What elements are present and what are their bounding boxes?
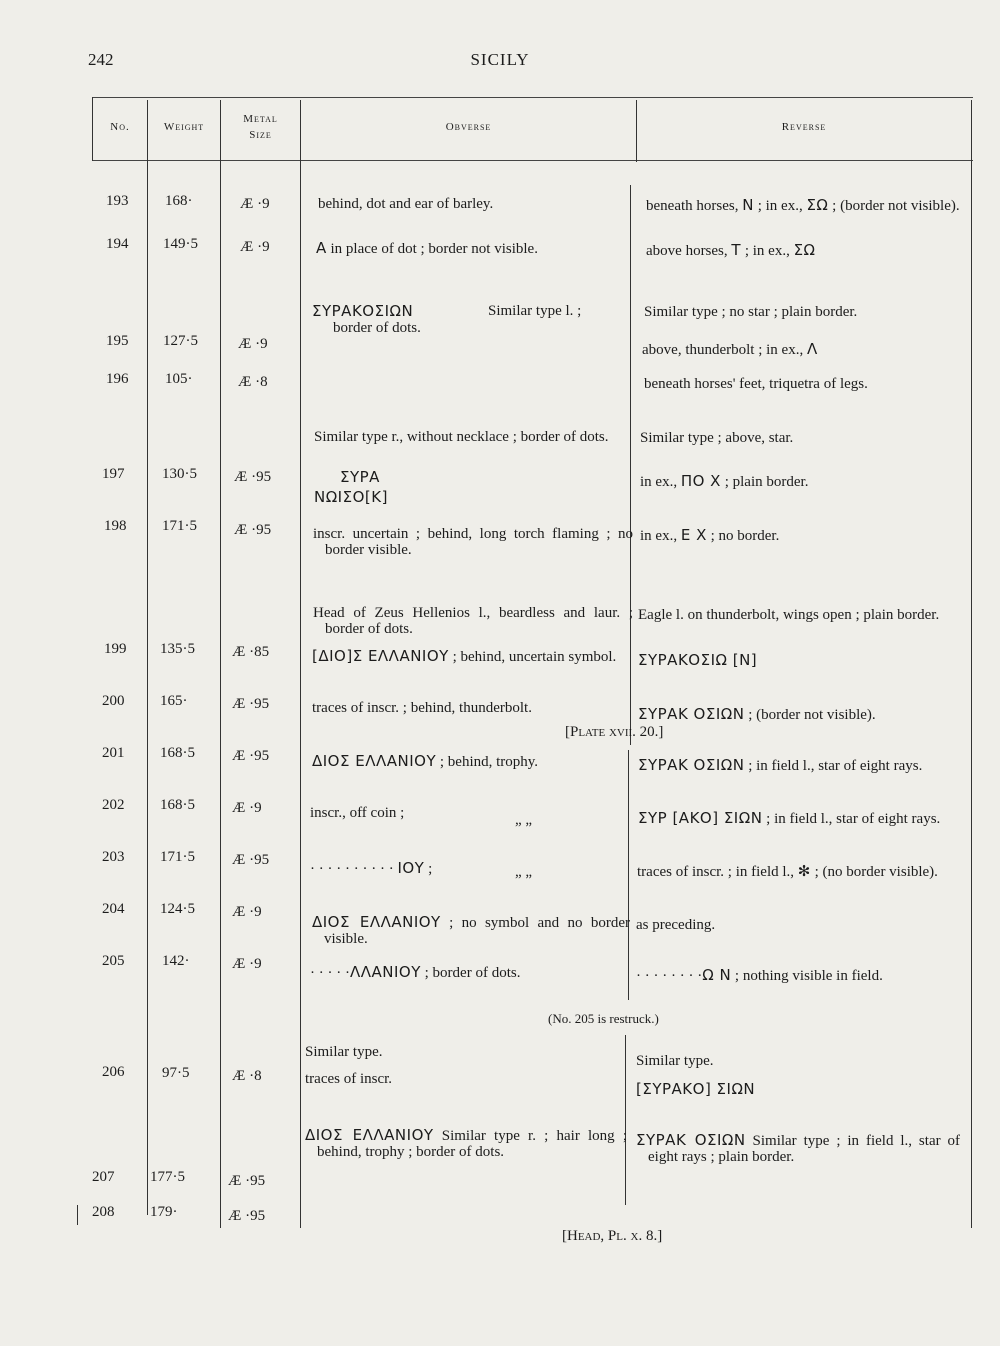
obverse-203-text: ; [424, 861, 433, 877]
row-weight: 149·5 [163, 236, 198, 252]
obverse-194-legend: Α [316, 239, 327, 257]
obverse-193: behind, dot and ear of barley. [318, 196, 494, 212]
row-metal: Æ ·95 [234, 522, 272, 538]
row-no: 193 [106, 193, 129, 209]
obverse-200: traces of inscr. ; behind, thunderbolt. [312, 700, 532, 716]
reverse-206-type: Similar type. [636, 1053, 714, 1069]
row-no: 206 [102, 1064, 125, 1080]
obverse-199-text: ; behind, uncertain symbol. [448, 649, 617, 665]
obverse-205-text: ; border of dots. [420, 965, 521, 981]
reverse-197-type: Similar type ; above, star. [640, 430, 794, 446]
col-rule-1 [147, 100, 148, 1215]
row-weight: 168·5 [160, 745, 195, 761]
obverse-201-greek: ΔΙΟΣ ΕΛΛΑΝΙΟΥ [312, 752, 437, 770]
obverse-201 [312, 753, 538, 770]
row-weight: 171·5 [162, 518, 197, 534]
row-weight: 127·5 [163, 333, 198, 349]
table-right-rule [971, 100, 972, 1228]
head-reference: [Head, Pl. x. 8.] [562, 1228, 663, 1244]
reverse-200-text: ; (border not visible). [744, 707, 876, 723]
row-no: 208 [92, 1204, 115, 1220]
row-no: 200 [102, 693, 125, 709]
row-weight: 124·5 [160, 901, 195, 917]
reverse-195 [642, 341, 818, 358]
row-no: 204 [102, 901, 125, 917]
row-metal: Æ ·9 [238, 336, 268, 352]
obverse-194-text: in place of dot ; border not visible. [326, 241, 538, 257]
obverse-204 [312, 914, 630, 947]
reverse-193-b: ; in ex., [753, 198, 807, 214]
row-weight: 168·5 [160, 797, 195, 813]
reverse-194-b: ; in ex., [741, 243, 794, 259]
reverse-195-type: Similar type ; no star ; plain border. [644, 304, 858, 320]
obverse-195-legend [312, 303, 413, 320]
col-rule-4c [625, 1035, 626, 1205]
row-weight: 177·5 [150, 1169, 185, 1185]
col-head-no: No. [110, 121, 130, 133]
reverse-206-greek: [ΣΥΡΑΚΟ] ΣΙΩΝ [636, 1080, 756, 1098]
row-no: 201 [102, 745, 125, 761]
plate-reference: [Plate xvii. 20.] [565, 724, 664, 740]
row-metal: Æ ·95 [234, 469, 272, 485]
reverse-200 [638, 706, 876, 723]
obverse-205-greek: ΛΛΑΝΙΟΥ [349, 963, 421, 981]
reverse-202 [638, 810, 962, 827]
obverse-206-type: Similar type. [305, 1044, 383, 1060]
obverse-203 [310, 860, 432, 877]
obverse-204-text: ; no symbol and no border visible. [324, 915, 630, 947]
reverse-198-a: in ex., [640, 528, 681, 544]
obverse-197-greek1: ΣΥΡΑ [340, 468, 380, 486]
row-no: 207 [92, 1169, 115, 1185]
obverse-199-greek: [ΔΙΟ]Σ ΕΛΛΑΝΙΟΥ [312, 647, 449, 665]
row-no: 196 [106, 371, 129, 387]
reverse-196: beneath horses' feet, triquetra of legs. [644, 376, 868, 392]
reverse-205 [636, 967, 960, 984]
reverse-194-a: above horses, [646, 243, 732, 259]
reverse-202-greek: ΣΥΡ [ΑΚΟ] ΣΙΩΝ [638, 809, 763, 827]
reverse-193-greek2: ΣΩ [806, 196, 829, 214]
obverse-203-dots: · · · · · · · · · · [310, 861, 394, 877]
row-no: 195 [106, 333, 129, 349]
reverse-199-type: Eagle l. on thunderbolt, wings open ; plain border. [638, 607, 940, 623]
obverse-205-dots: · · · · · [310, 965, 350, 981]
reverse-205-text: ; nothing visible in field. [731, 968, 883, 984]
reverse-205-dots: · · · · · · · · [636, 968, 703, 984]
reverse-202-text: ; in field l., star of eight rays. [762, 811, 941, 827]
reverse-201-text: ; in field l., star of eight rays. [744, 758, 923, 774]
row-no: 197 [102, 466, 125, 482]
reverse-195-greek: Ʌ [806, 340, 818, 358]
obverse-197-legend2 [314, 489, 388, 506]
row-metal: Æ ·9 [232, 904, 262, 920]
reverse-193-c: ; (border not visible). [828, 198, 960, 214]
obverse-204-greek: ΔΙΟΣ ΕΛΛΑΝΙΟΥ [312, 913, 441, 931]
row-metal: Æ ·95 [232, 696, 270, 712]
reverse-197-b: ; plain border. [720, 474, 809, 490]
obverse-195-border: border of dots. [333, 320, 421, 336]
table-top-rule [92, 97, 973, 98]
reverse-201-greek: ΣΥΡΑΚ ΟΣΙΩΝ [638, 756, 745, 774]
reverse-197 [640, 473, 808, 490]
page-number: 242 [88, 50, 114, 69]
col-head-metal: Metal [243, 113, 278, 125]
reverse-206-legend [636, 1081, 755, 1098]
reverse-198-b: ; no border. [706, 528, 780, 544]
reverse-193-a: beneath horses, [646, 198, 743, 214]
obverse-199-type: Head of Zeus Hellenios l., beardless and laur. ; border of dots. [313, 605, 633, 637]
reverse-200-greek: ΣΥΡΑΚ ΟΣΙΩΝ [638, 705, 745, 723]
reverse-194 [646, 242, 816, 259]
reverse-193 [646, 197, 970, 214]
row-metal: Æ ·95 [232, 748, 270, 764]
row-weight: 179· [150, 1204, 178, 1220]
obverse-197-type: Similar type r., without necklace ; border of dots. [314, 429, 609, 445]
row-metal: Æ ·9 [240, 196, 270, 212]
obverse-207-text: Similar type r. ; hair long ; behind, trophy ; border of dots. [317, 1128, 627, 1160]
row-metal: Æ ·8 [238, 374, 268, 390]
reverse-194-greek2: ΣΩ [793, 241, 816, 259]
row-no: 198 [104, 518, 127, 534]
row-metal: Æ ·95 [228, 1173, 266, 1189]
margin-mark [77, 1205, 78, 1225]
header-bottom-rule [92, 160, 973, 161]
reverse-207 [636, 1132, 960, 1165]
obverse-197-legend1 [340, 469, 380, 486]
row-weight: 135·5 [160, 641, 195, 657]
row-weight: 97·5 [162, 1065, 190, 1081]
row-weight: 105· [165, 371, 193, 387]
row-metal: Æ ·9 [232, 956, 262, 972]
obverse-197-greek2: ΝΩΙΣΟ[Κ] [314, 488, 388, 506]
reverse-195-a: above, thunderbolt ; in ex., [642, 342, 807, 358]
obverse-207 [305, 1127, 627, 1160]
obverse-198: inscr. uncertain ; behind, long torch flaming ; no border visible. [313, 526, 633, 558]
row-metal: Æ ·8 [232, 1068, 262, 1084]
obverse-207-greek: ΔΙΟΣ ΕΛΛΑΝΙΟΥ [305, 1126, 434, 1144]
obverse-203-greek: ΙΟΥ [397, 859, 425, 877]
reverse-204: as preceding. [636, 917, 716, 933]
page-title: SICILY [470, 50, 530, 69]
ditto-mark: „ „ [515, 812, 533, 828]
reverse-198 [640, 527, 779, 544]
reverse-207-text: Similar type ; in field l., star of eight rays ; plain border. [648, 1133, 960, 1165]
reverse-207-greek: ΣΥΡΑΚ ΟΣΙΩΝ [636, 1131, 746, 1149]
row-no: 194 [106, 236, 129, 252]
row-metal: Æ ·95 [232, 852, 270, 868]
col-head-reverse: Reverse [781, 121, 827, 133]
row-metal: Æ ·85 [232, 644, 270, 660]
obverse-206-inscr: traces of inscr. [305, 1071, 393, 1087]
obverse-195-greek: ΣΥΡΑΚΟΣΙΩΝ [312, 302, 414, 320]
row-no: 203 [102, 849, 125, 865]
row-weight: 168· [165, 193, 193, 209]
reverse-199-legend [638, 652, 757, 669]
obverse-195-type: Similar type l. ; [488, 303, 582, 319]
obverse-202: inscr., off coin ; [310, 805, 405, 821]
reverse-197-a: in ex., [640, 474, 681, 490]
col-rule-2 [220, 100, 221, 1228]
col-head-obverse: Obverse [445, 121, 492, 133]
obverse-194 [316, 240, 538, 257]
reverse-199-greek: ΣΥΡΑΚΟΣΙΩ [Ν] [638, 651, 758, 669]
reverse-203-a: traces of inscr. ; in field l., [637, 864, 798, 880]
reverse-203 [637, 863, 961, 880]
row-no: 205 [102, 953, 125, 969]
col-rule-3 [300, 100, 301, 1228]
row-weight: 171·5 [160, 849, 195, 865]
reverse-197-greek: ΠΟ Χ [680, 472, 721, 490]
row-metal: Æ ·9 [232, 800, 262, 816]
reverse-201 [638, 757, 962, 774]
row-weight: 130·5 [162, 466, 197, 482]
obverse-201-text: ; behind, trophy. [436, 754, 539, 770]
reverse-205-greek: Ω Ν [702, 966, 732, 984]
row-weight: 165· [160, 693, 188, 709]
col-head-weight: Weight [163, 121, 205, 133]
col-rule-4b [628, 750, 629, 1000]
ditto-mark: „ „ [515, 864, 533, 880]
reverse-203-b: ; (no border visible). [810, 864, 938, 880]
row-weight: 142· [162, 953, 190, 969]
reverse-194-greek1: Τ [731, 241, 742, 259]
row-metal: Æ ·95 [228, 1208, 266, 1224]
row-no: 202 [102, 797, 125, 813]
obverse-205 [310, 964, 520, 981]
reverse-198-greek: Ε Χ [680, 526, 707, 544]
restruck-note: (No. 205 is restruck.) [548, 1011, 659, 1026]
row-metal: Æ ·9 [240, 239, 270, 255]
obverse-199-legend [312, 648, 632, 665]
col-head-size: Size [249, 129, 272, 141]
reverse-193-greek1: Ν [742, 196, 754, 214]
reverse-203-monogram: ✻ [797, 862, 811, 880]
row-no: 199 [104, 641, 127, 657]
